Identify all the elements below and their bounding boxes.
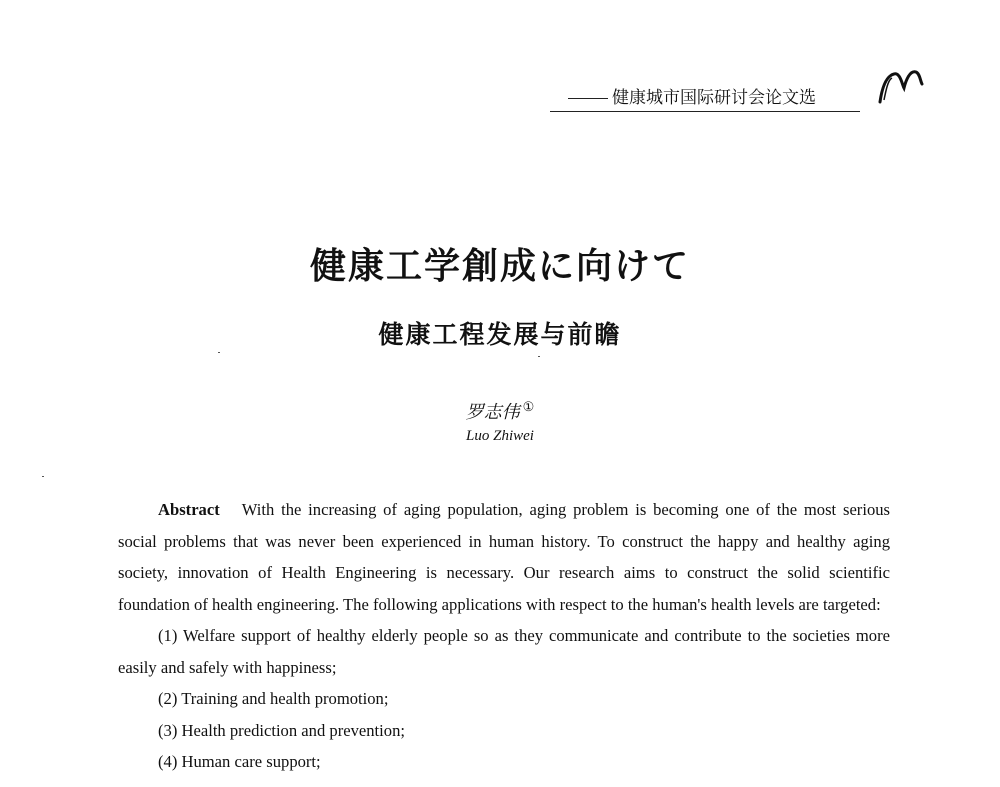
author-name-cn-text: 罗志伟 [465,402,520,423]
author-footnote-mark: ① [522,400,535,415]
scan-speck [538,356,540,357]
abstract-text: With the increasing of aging population, aging problem is becoming one of the most serious social problems that was never been experienced in human history. To construct the happy and healthy aging society, innovation of Health Engineering is necessary. Our research aims to construct the solid scientific foundation of health engineering. The following applications with respect to the human's health levels are targeted: [118,500,890,614]
header-dash [568,98,608,99]
abstract-item-4: (4) Human care support; [158,752,321,771]
abstract-item-2: (2) Training and health promotion; [158,689,389,708]
scan-speck [42,476,44,477]
author-name-cn [0,398,1000,424]
journal-logo-icon [874,66,924,106]
abstract-item-1: (1) Welfare support of healthy elderly people so as they communicate and contribute to the societies more easily and safely with happiness; [118,626,890,677]
series-title: 健康城市国际研讨会论文选 [612,88,816,108]
paper-title: 健康工学創成に向けて [309,246,690,287]
abstract-item-3: (3) Health prediction and prevention; [158,720,405,740]
paper-subtitle: 健康工程发展与前瞻 [378,320,622,349]
author-name-en: Luo Zhiwei [466,428,534,444]
scan-speck [218,352,220,353]
abstract-label: Abstract [158,500,220,519]
abstract-section [118,494,890,778]
abstract-paragraph [118,494,890,620]
running-header [550,87,860,112]
